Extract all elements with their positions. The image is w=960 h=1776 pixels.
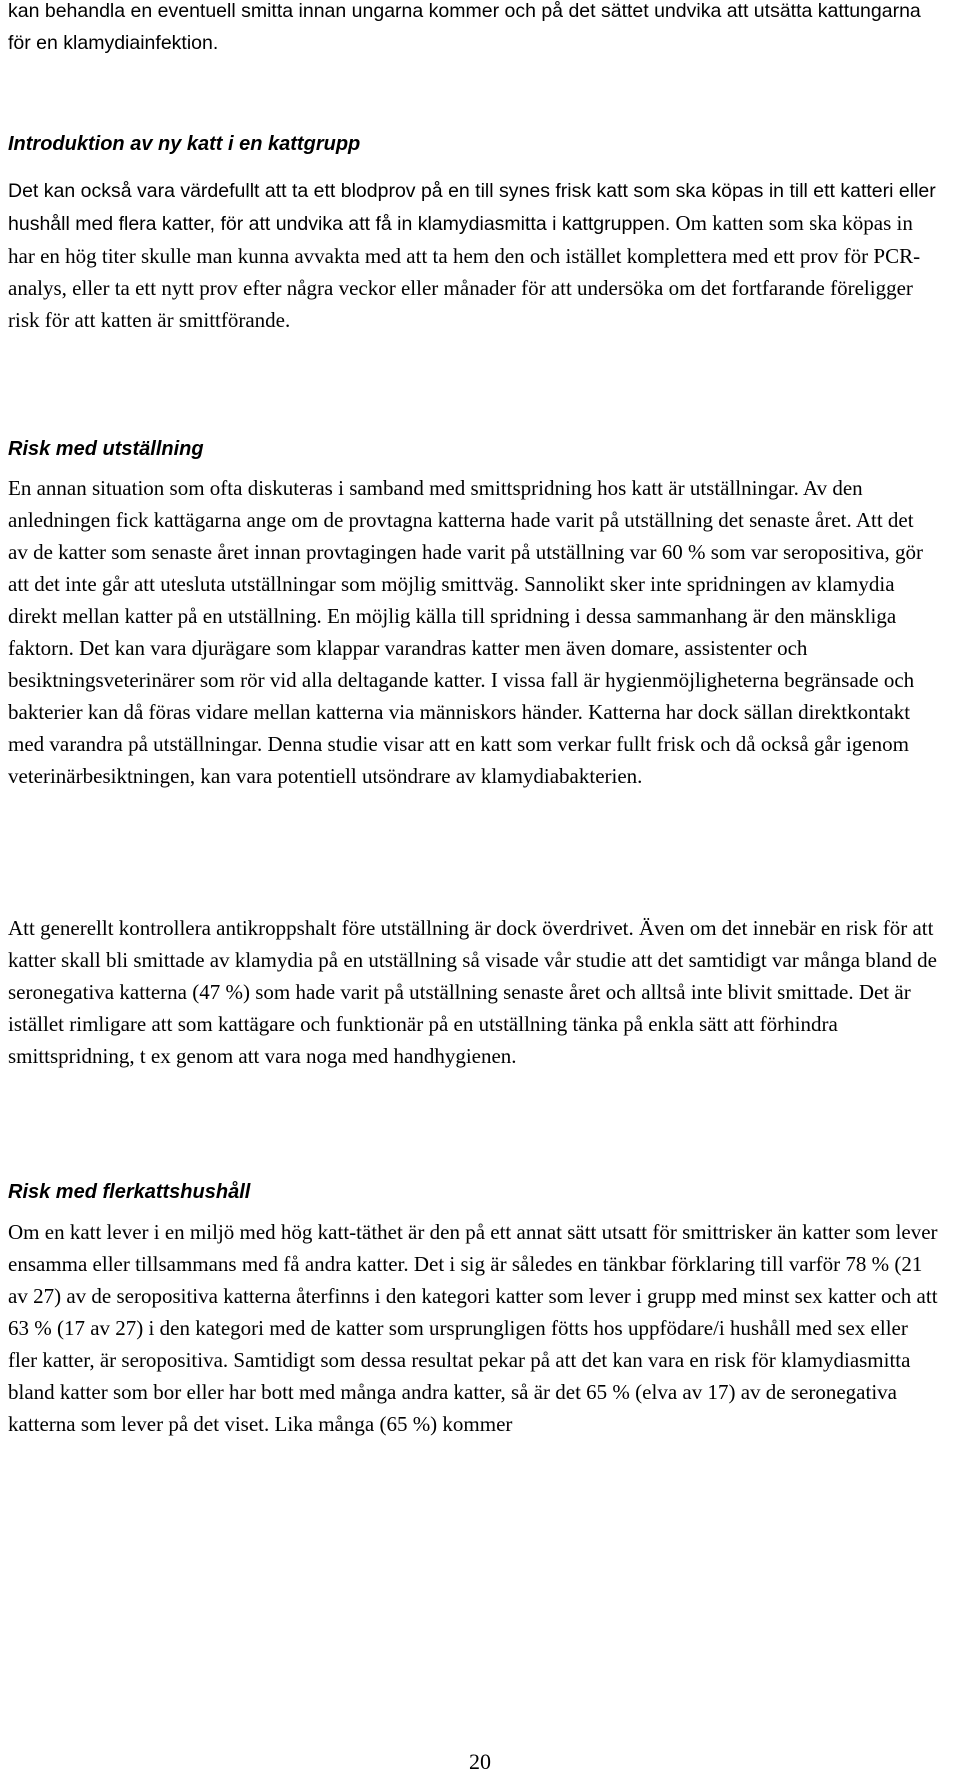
heading-introduction-new-cat: Introduktion av ny katt i en kattgrupp (8, 133, 361, 155)
paragraph-exhibition-1: En annan situation som ofta diskuteras i samband med smittspridning hos katt är utställningar. Av den anledningen fick kattägarna ange om de provtagna katterna hade varit på utställning det senaste året. Att det av de katter som senaste året innan provtagingen hade varit på utställning var 60 % som var seropositiva, gör att det inte går att utesluta utställningar som möjlig smittväg. Sannolikt sker inte spridningen av klamydia direkt mellan katter på en utställning. En möjlig källa till spridning i dessa sammanhang är den mänskliga faktorn. Det kan vara djurägare som klappar varandras katter men även domare, assistenter och besiktningsveterinärer som rör vid alla deltagande katter. I vissa fall är hygienmöjligheterna begränsade och bakterier kan då föras vidare mellan katterna via människors händer. Katterna har dock sällan direktkontakt med varandra på utställningar. Denna studie visar att en katt som verkar fullt frisk och då också går igenom veterinärbesiktningen, kan vara potentiell utsöndrare av klamydiabakterien. (8, 476, 923, 788)
paragraph-intro-continuation: kan behandla en eventuell smitta innan ungarna kommer och på det sättet undvika att utsätta kattungarna för en klamydiainfektion. (8, 0, 921, 54)
paragraph-introduction-serif-part: Om katten som ska köpas in har en hög titer skulle man kunna avvakta med att ta hem den och istället komplettera med ett prov för PCR-analys, eller ta ett nytt prov efter några veckor eller månader för att undersöka om det fortfarande föreligger risk för att katten är smittförande. (8, 211, 921, 332)
heading-risk-exhibition: Risk med utställning (8, 438, 204, 460)
paragraph-exhibition-2: Att generellt kontrollera antikroppshalt före utställning är dock överdrivet. Även om det innebär en risk för att katter skall bli smittade av klamydia på en utställning så visade vår studie att det samtidigt var många bland de seronegativa katterna (47 %) som hade varit på utställning senaste året och alltså inte blivit smittade. Det är istället rimligare att som kattägare och funktionär på en utställning tänka på enkla sätt att förhindra smittspridning, t ex genom att vara noga med handhygienen. (8, 916, 938, 1068)
paragraph-introduction-sans-part: Det kan också vara värdefullt att ta ett blodprov på en till synes frisk katt som ska köpas in till ett katteri eller hushåll med flera katter, för att undvika att få in klamydiasmitta i kattgruppen. (8, 180, 936, 235)
page-number: 20 (469, 1749, 491, 1774)
paragraph-introduction (8, 174, 938, 336)
heading-risk-multicat-household: Risk med flerkattshushåll (8, 1181, 251, 1203)
paragraph-multicat-household: Om en katt lever i en miljö med hög katt-täthet är den på ett annat sätt utsatt för smittrisker än katter som lever ensamma eller tillsammans med få andra katter. Det i sig är således en tänkbar förklaring till varför 78 % (21 av 27) av de seropositiva katterna återfinns i den kategori katter som lever i grupp med minst sex katter och att 63 % (17 av 27) i den kategori med de katter som ursprungligen fötts hos uppfödare/i hushåll med sex eller fler katter, är seropositiva. Samtidigt som dessa resultat pekar på att det kan vara en risk för klamydiasmitta bland katter som bor eller har bott med många andra katter, så är det 65 % (elva av 17) av de seronegativa katterna som lever på det viset. Lika många (65 %) kommer (8, 1220, 938, 1436)
